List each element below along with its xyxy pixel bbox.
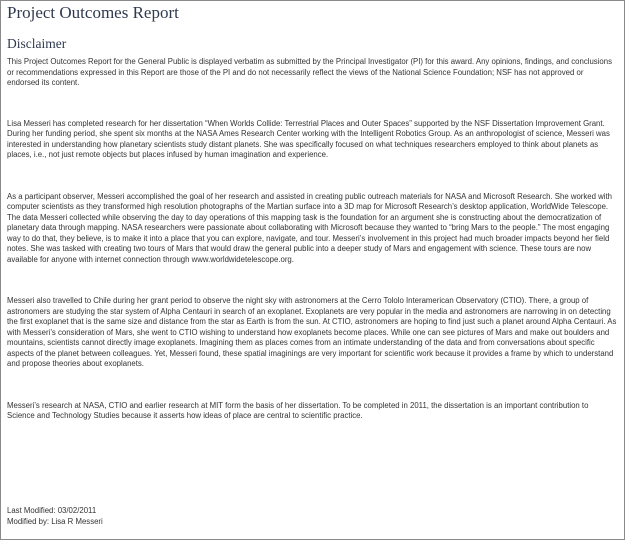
report-paragraph-4: Messeri’s research at NASA, CTIO and earlier research at MIT form the basis of her dissertation. To be completed in 2011, the dissertation is an important contribution to Science and Technology Studies because it asserts how ideas of place are central to scientific practice. xyxy=(7,400,589,420)
last-modified: Last Modified: 03/02/2011 xyxy=(7,506,97,515)
report-paragraph-2: As a participant observer, Messeri accomplished the goal of her research and assisted in creating public outreach materials for NASA and Microsoft Research. She worked with computer scientists as they transformed high resolution photographs of the Martian surface into a 3D map for Microsoft Research’s desktop application, WorldWide Telescope. The data Messeri collected while observing the day to day operations of this mapping task is the foundation for an argument she is constructing about the democratization of planetary data through mapping. NASA researchers were passionate about collaborating with Microsoft because they wanted to “bring Mars to the people.” The most engaging way to do that, they believe, is to make it into a place that you can explore, navigate, and tour. Messeri’s involvement in this project had much broader impacts beyond her field notes. She was tasked with creating two tours of Mars that would draw the general public into a deeper study of Mars and engagement with science. These tours are now available for anyone with internet connection through www.worldwidetelescope.org. xyxy=(7,191,612,264)
report-paragraph-3: Messeri also travelled to Chile during her grant period to observe the night sky with astronomers at the Cerro Tololo Interamerican Observatory (CTIO). There, a group of astronomers are studying the star system of Alpha Centauri in search of an exoplanet. Exoplanets are very popular in the media and astronomers are narrowing in on detecting the first exoplanet that is the same size and distance from the star as Earth is from the sun. At CTIO, astronomers are hoping to find just such a planet around Alpha Centauri. As with Messeri’s consideration of Mars, she went to CTIO wishing to understand how exoplanets become places. While one can see pictures of Mars and make out boulders and mountains, scientists cannot directly image exoplanets. Imagining them as places comes from an intimate understanding of the data and from conversations about specific aspects of the planet between colleagues. Yet, Messeri found, these spatial imaginings are very important for scientific work because it provides a frame by which to understand and propose theories about exoplanets. xyxy=(7,296,617,368)
report-paragraph-1: Lisa Messeri has completed research for her dissertation “When Worlds Collide: Terrestrial Places and Outer Spaces” supported by the NSF Dissertation Improvement Grant. During her funding period, she spent six months at the NASA Ames Research Center working with the Intelligent Robotics Group. As an anthropologist of science, Messeri was interested in understanding how planetary scientists study distant planets. She was specifically focused on what techniques researchers employed to think about planets as places, i.e., not just remote objects but places infused by human imagination and experience. xyxy=(7,118,610,159)
modified-by: Modified by: Lisa R Messeri xyxy=(7,516,103,526)
page-title: Project Outcomes Report xyxy=(7,3,179,22)
disclaimer-text: This Project Outcomes Report for the General Public is displayed verbatim as submitted by the Principal Investigator (PI) for this award. Any opinions, findings, and conclusions or recommendations expressed in this Report are those of the PI and do not necessarily reflect the views of the National Science Foundation; NSF has not approved or endorsed its content. xyxy=(7,57,612,87)
modification-info xyxy=(7,506,103,527)
disclaimer-heading: Disclaimer xyxy=(7,36,67,51)
